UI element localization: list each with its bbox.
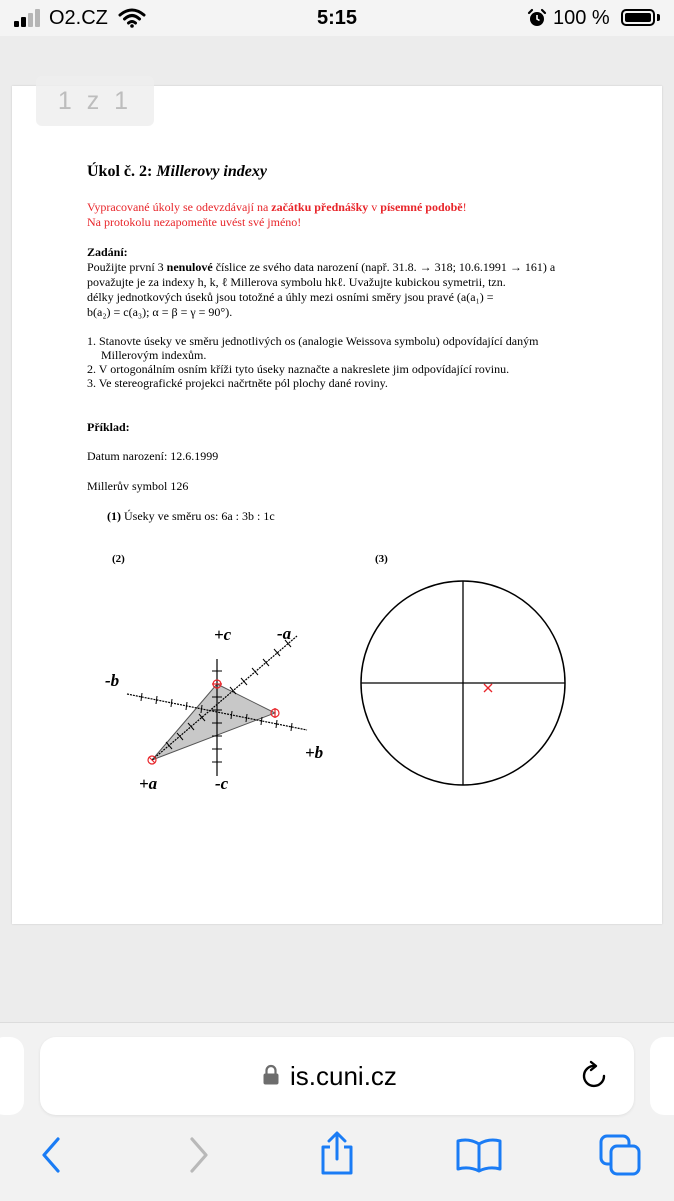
axis-label-plus-c: +c (214, 625, 232, 644)
title-topic: Millerovy indexy (156, 163, 267, 180)
axis-label-minus-b: -b (105, 671, 120, 690)
forward-chevron-icon[interactable] (184, 1135, 212, 1175)
step-1-label: (1) (107, 509, 121, 523)
axis-label-minus-c: -c (215, 774, 229, 791)
warning-text-e: ! (462, 200, 467, 214)
bookmarks-icon[interactable] (455, 1137, 503, 1173)
miller-symbol: Millerův symbol 126 (87, 479, 189, 493)
warning-text-a: Vypracované úkoly se odevzdávají na (87, 200, 272, 214)
status-bar (0, 0, 674, 36)
battery-icon (621, 9, 655, 26)
example-heading: Příklad: (87, 420, 130, 434)
pole-marker (484, 684, 492, 692)
share-icon[interactable] (318, 1131, 356, 1177)
url-text: is.cuni.cz (290, 1061, 397, 1091)
assignment-line-4: b(a₂) = c(a₃); α = β = γ = 90°). (87, 305, 233, 319)
document-viewer[interactable] (0, 36, 674, 1022)
address-bar[interactable] (40, 1037, 634, 1115)
page-indicator: 1 z 1 (36, 76, 154, 126)
warning-bold-lecture: začátku přednášky (271, 200, 369, 214)
battery-percentage: 100 % (553, 7, 610, 29)
battery-tip (657, 14, 660, 21)
assignment-text-c: číslice ze svého data narození (např. 31.8. → 318; 10.6.1991 → 161) a (212, 260, 556, 274)
step-1-text: Úseky ve směru os: 6a : 3b : 1c (124, 509, 275, 523)
previous-tab-preview[interactable] (0, 1037, 24, 1115)
carrier-name: O2.CZ (49, 7, 108, 29)
lock-icon (262, 1064, 280, 1086)
alarm-icon (527, 8, 547, 28)
figure-2-label: (2) (112, 553, 125, 565)
warning-text-c: v (368, 200, 381, 214)
reload-icon[interactable] (580, 1059, 610, 1091)
axis-label-plus-a: +a (139, 774, 158, 791)
pdf-page (12, 86, 662, 924)
warning-bold-written: písemné podobě (380, 200, 463, 214)
submission-warning (87, 200, 467, 215)
status-time: 5:15 (316, 7, 358, 29)
assignment-line-3: délky jednotkových úseků jsou totožné a úhly mezi osními směry jsou pravé (a(a₁) = (87, 290, 494, 304)
axis-label-plus-b: +b (305, 743, 324, 762)
name-warning: Na protokolu nezapomeňte uvést své jméno! (87, 215, 302, 229)
task-1-continued: Millerovým indexům. (101, 348, 207, 362)
browser-bottom-bar (0, 1022, 674, 1201)
assignment-text-a: Použijte první 3 (87, 260, 167, 274)
stereographic-projection (358, 576, 570, 788)
task-1: 1. Stanovte úseky ve směru jednotlivých os (analogie Weissova symbolu) odpovídající daným (87, 334, 539, 348)
birth-date: Datum narození: 12.6.1999 (87, 449, 219, 463)
next-tab-preview[interactable] (650, 1037, 674, 1115)
figure-3-label: (3) (375, 553, 388, 565)
assignment-bold-nonzero: nenulové (166, 260, 213, 274)
assignment-line-1 (87, 260, 555, 275)
assignment-line-2: považujte je za indexy h, k, ℓ Millerova symbolu hkℓ. Uvažujte kubickou symetrii, tzn. (87, 275, 506, 289)
axis-label-minus-a: -a (277, 624, 292, 643)
title-prefix: Úkol č. 2: (87, 163, 153, 180)
step-1 (107, 509, 275, 524)
axial-cross-diagram (97, 601, 337, 791)
page-title (87, 163, 267, 181)
back-chevron-icon[interactable] (38, 1135, 66, 1175)
task-3: 3. Ve stereografické projekci načrtněte pól plochy dané roviny. (87, 376, 388, 390)
task-2: 2. V ortogonálním osním kříži tyto úseky naznačte a nakreslete jim odpovídající rovinu. (87, 362, 510, 376)
tabs-icon[interactable] (598, 1133, 644, 1179)
assignment-heading: Zadání: (87, 245, 128, 259)
